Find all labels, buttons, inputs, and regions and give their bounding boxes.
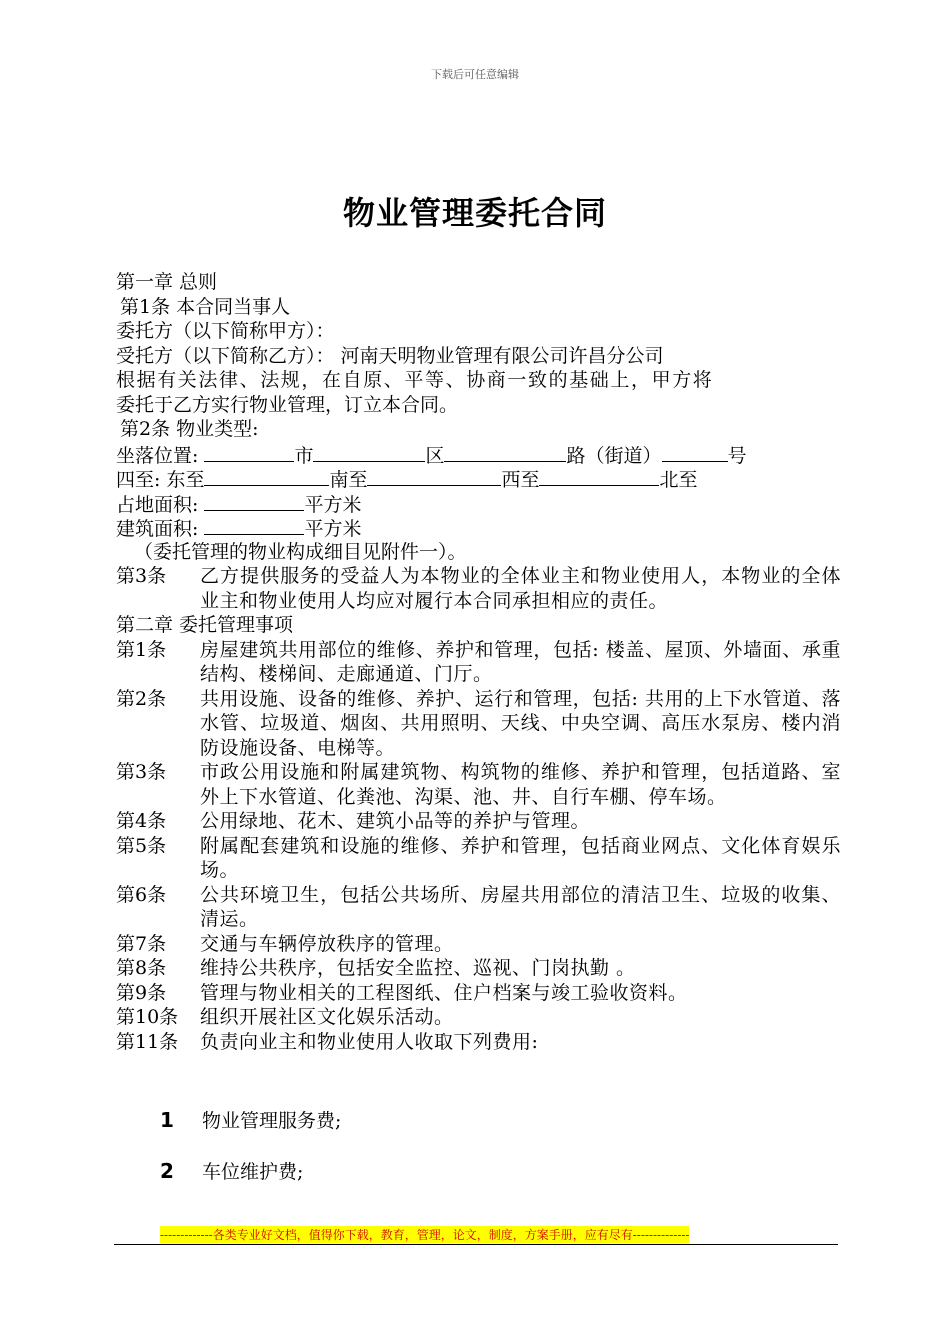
article-text: 市政公用设施和附属建筑物、构筑物的维修、养护和管理，包括道路、室外上下水管道、化粪池、沟渠、池、井、自行车棚、停车场。 — [200, 761, 841, 808]
south-label: 南至 — [329, 469, 368, 491]
bounds-line — [116, 466, 841, 491]
blank-field — [204, 466, 329, 486]
duty-item — [116, 834, 841, 883]
article-text: 组织开展社区文化娱乐活动。 — [200, 1006, 454, 1028]
duty-item — [116, 883, 841, 932]
blank-field — [367, 466, 501, 486]
fee-item — [160, 1157, 303, 1184]
chapter-heading: 第二章 委托管理事项 — [116, 614, 294, 636]
article-text: 房屋建筑共用部位的维修、养护和管理，包括: 楼盖、屋顶、外墙面、承重结构、楼梯间、走廊通道、门厅。 — [200, 638, 841, 685]
article-number: 第2条 — [116, 687, 167, 710]
fee-item — [160, 1106, 341, 1133]
duty-items-list — [116, 638, 841, 1055]
duty-item — [116, 687, 841, 761]
article-heading: 第1条 本合同当事人 — [120, 295, 291, 318]
building-area-line — [116, 515, 841, 540]
article-text: 公共环境卫生，包括公共场所、房屋共用部位的清洁卫生、垃圾的收集、清运。 — [200, 883, 841, 930]
fee-text: 物业管理服务费; — [202, 1110, 342, 1132]
duty-item — [116, 638, 841, 687]
article-text: 共用设施、设备的维修、养护、运行和管理，包括: 共用的上下水管道、落水管、垃圾道、烟囱、共用照明、天线、中央空调、高压水泵房、楼内消防设施设备、电梯等。 — [200, 687, 841, 759]
duty-item — [116, 1005, 841, 1030]
unit-label: 平方米 — [304, 518, 362, 540]
blank-field — [444, 442, 566, 462]
document-title: 物业管理委托合同 — [342, 194, 607, 232]
blank-field — [313, 442, 425, 462]
article-number: 第8条 — [116, 957, 167, 979]
article-3 — [116, 564, 841, 613]
number-label: 号 — [727, 444, 747, 467]
intro-line-2: 委托于乙方实行物业管理，订立本合同。 — [116, 393, 459, 416]
land-area-line — [116, 491, 841, 516]
west-label: 西至 — [501, 469, 540, 491]
location-label: 坐落位置: — [116, 444, 199, 467]
article-text: 交通与车辆停放秩序的管理。 — [200, 932, 454, 955]
party-a-line: 委托方（以下简称甲方）： — [116, 320, 335, 342]
bounds-label: 四至: 东至 — [116, 469, 205, 491]
article-number: 第4条 — [116, 810, 167, 832]
city-label: 市 — [294, 444, 314, 467]
article-number: 第7条 — [116, 932, 167, 955]
footer-divider — [114, 1244, 838, 1245]
article-number: 第10条 — [116, 1006, 179, 1028]
duty-item — [116, 981, 841, 1006]
article-text: 公用绿地、花木、建筑小品等的养护与管理。 — [200, 810, 591, 832]
article-number: 第5条 — [116, 834, 167, 857]
article-text: 负责向业主和物业使用人收取下列费用: — [200, 1030, 539, 1053]
duty-item — [116, 760, 841, 809]
article-number: 第11条 — [116, 1030, 179, 1053]
district-label: 区 — [425, 444, 445, 467]
contract-body — [116, 270, 841, 1054]
blank-field — [662, 442, 728, 462]
article-text: 维持公共秩序，包括安全监控、巡视、门岗执勤 。 — [200, 957, 636, 979]
article-number: 第3条 — [116, 565, 167, 587]
article-number: 第9条 — [116, 981, 167, 1004]
building-area-label: 建筑面积: — [116, 518, 199, 540]
duty-item — [116, 932, 841, 957]
land-area-label: 占地面积: — [116, 493, 199, 516]
intro-line-1: 根据有关法律、法规，在自原、平等、协商一致的基础上，甲方将 — [116, 369, 714, 391]
blank-field — [204, 442, 294, 462]
footer-banner: -------------各类专业好文档，值得你下载，教育，管理，论文，制度，方案手册，应有尽有-------------- — [160, 1228, 690, 1242]
location-line — [116, 442, 841, 467]
road-label: 路（街道） — [566, 444, 662, 467]
article-number: 第3条 — [116, 761, 167, 783]
article-heading: 第2条 物业类型: — [120, 418, 259, 440]
north-label: 北至 — [659, 469, 698, 491]
appendix-note: （委托管理的物业构成细目见附件一）。 — [134, 540, 467, 563]
party-b-line: 受托方（以下简称乙方）： 河南天明物业管理有限公司许昌分公司 — [116, 344, 664, 367]
duty-item — [116, 956, 841, 981]
blank-field — [204, 515, 304, 535]
duty-item — [116, 1030, 841, 1055]
fee-text: 车位维护费; — [202, 1161, 304, 1183]
article-number: 第1条 — [116, 638, 167, 661]
blank-field — [204, 491, 304, 511]
article-text: 管理与物业相关的工程图纸、住户档案与竣工验收资料。 — [200, 981, 688, 1004]
fee-number: 1 — [160, 1108, 174, 1132]
chapter-heading: 第一章 总则 — [116, 271, 218, 293]
unit-label: 平方米 — [304, 493, 362, 516]
article-text: 附属配套建筑和设施的维修、养护和管理，包括商业网点、文化体育娱乐场。 — [200, 834, 841, 881]
header-note: 下载后可任意编辑 — [431, 68, 519, 81]
article-text: 乙方提供服务的受益人为本物业的全体业主和物业使用人，本物业的全体业主和物业使用人均应对履行本合同承担相应的责任。 — [200, 565, 841, 612]
duty-item — [116, 809, 841, 834]
blank-field — [539, 466, 659, 486]
article-number: 第6条 — [116, 883, 167, 906]
fee-number: 2 — [160, 1159, 174, 1183]
